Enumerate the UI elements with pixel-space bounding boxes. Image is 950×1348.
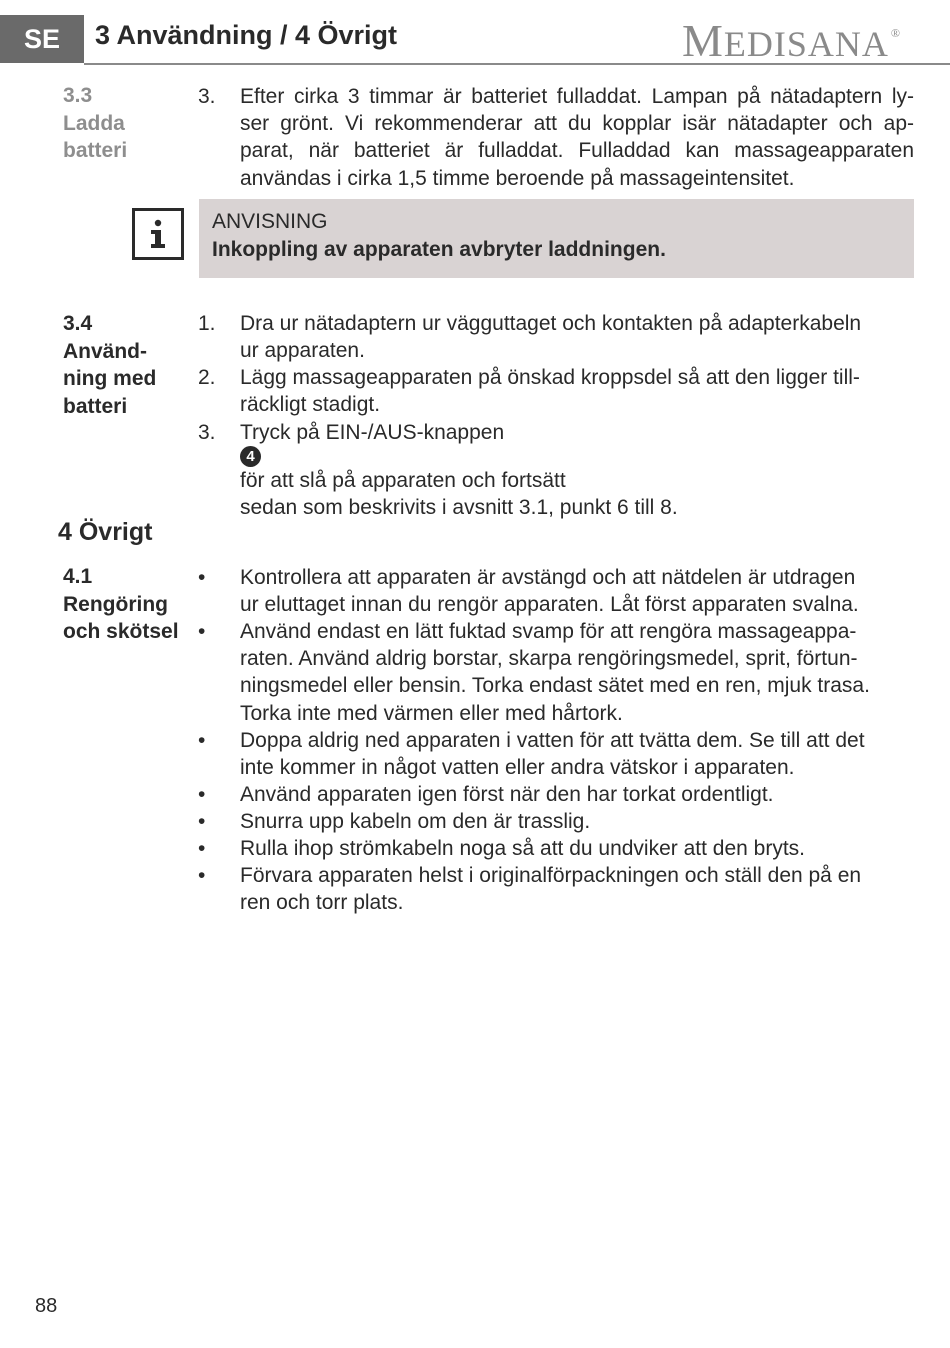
bullet: • [198,837,206,860]
list-item: 3. Tryck på EIN-/AUS-knappen 4 för att slå på apparaten och fortsätt sedan som beskrivits i avsnitt 3.1, punkt 6 till 8. [198,421,678,520]
bullet-item: • Kontrollera att apparaten är avstängd och att nätdelen är utdragen ur eluttaget innan du rengör apparaten. Låt först apparaten svalna. [198,566,859,617]
bullet-item: • Använd endast en lätt fuktad svamp för att rengöra massageappa- raten. Använd aldrig borstar, skarpa rengöringsmedel, sprit, förtun- ningsmedel eller bensin. Torka endast sätet med en ren, mjuk trasa. Torka inte med värmen eller med hårtork. [198,620,870,725]
list-item: 3. Efter cirka 3 timmar är batteriet fulladdat. Lampan på nätadaptern ly- ser grönt. Vi rekommenderar att du kopplar isär nätadapter och ap- parat, när batteriet är fulladdat. Fulladdad kan massageapparaten användas i cirka 1,5 timme beroende på massageintensitet. [198,85,914,190]
item-number: 3. [198,421,216,444]
item-number: 1. [198,312,216,335]
info-glyph [145,219,171,249]
bullet: • [198,810,206,833]
language-tab: SE [0,15,84,63]
bullet: • [198,566,206,589]
list-item: 1. Dra ur nätadaptern ur vägguttaget och kontakten på adapterkabeln ur apparaten. [198,312,862,363]
bullet-item: • Snurra upp kabeln om den är trasslig. [198,808,914,835]
bullet-item: • Förvara apparaten helst i originalförpackningen och ställ den på en ren och torr plats. [198,864,862,915]
bullet: • [198,864,206,887]
item-number: 2. [198,366,216,389]
bullet-item: • Rulla ihop strömkabeln noga så att du undviker att den bryts. [198,835,914,862]
brand-logo: M EDISANA ® [682,15,902,66]
bullet: • [198,620,206,643]
bullet: • [198,729,206,752]
notice-box [199,199,914,278]
bullet: • [198,783,206,806]
bullet-item: • Doppa aldrig ned apparaten i vatten för att tvätta dem. Se till att det inte kommer in något vatten eller andra vätskor i apparaten. [198,729,865,780]
list-item: 2. Lägg massageapparaten på önskad kroppsdel så att den ligger till- räckligt stadigt. [198,366,860,417]
info-icon [132,208,184,260]
section-label-3-3: 3.3 Ladda batteri [63,84,128,162]
button-4-badge: 4 [240,446,261,467]
section-heading-4: 4 Övrigt [58,518,153,546]
item-number: 3. [198,85,216,108]
notice-title: ANVISNING [212,210,328,233]
page-number: 88 [35,1295,58,1317]
page-title: 3 Användning / 4 Övrigt [95,20,398,50]
bullet-item: • Använd apparaten igen först när den har torkat ordentligt. [198,781,914,808]
notice-text: Inkoppling av apparaten avbryter laddningen. [212,238,666,261]
section-label-4-1: 4.1 Rengöring och skötsel [63,565,179,643]
section-label-3-4: 3.4 Använd- ning med batteri [63,312,157,418]
